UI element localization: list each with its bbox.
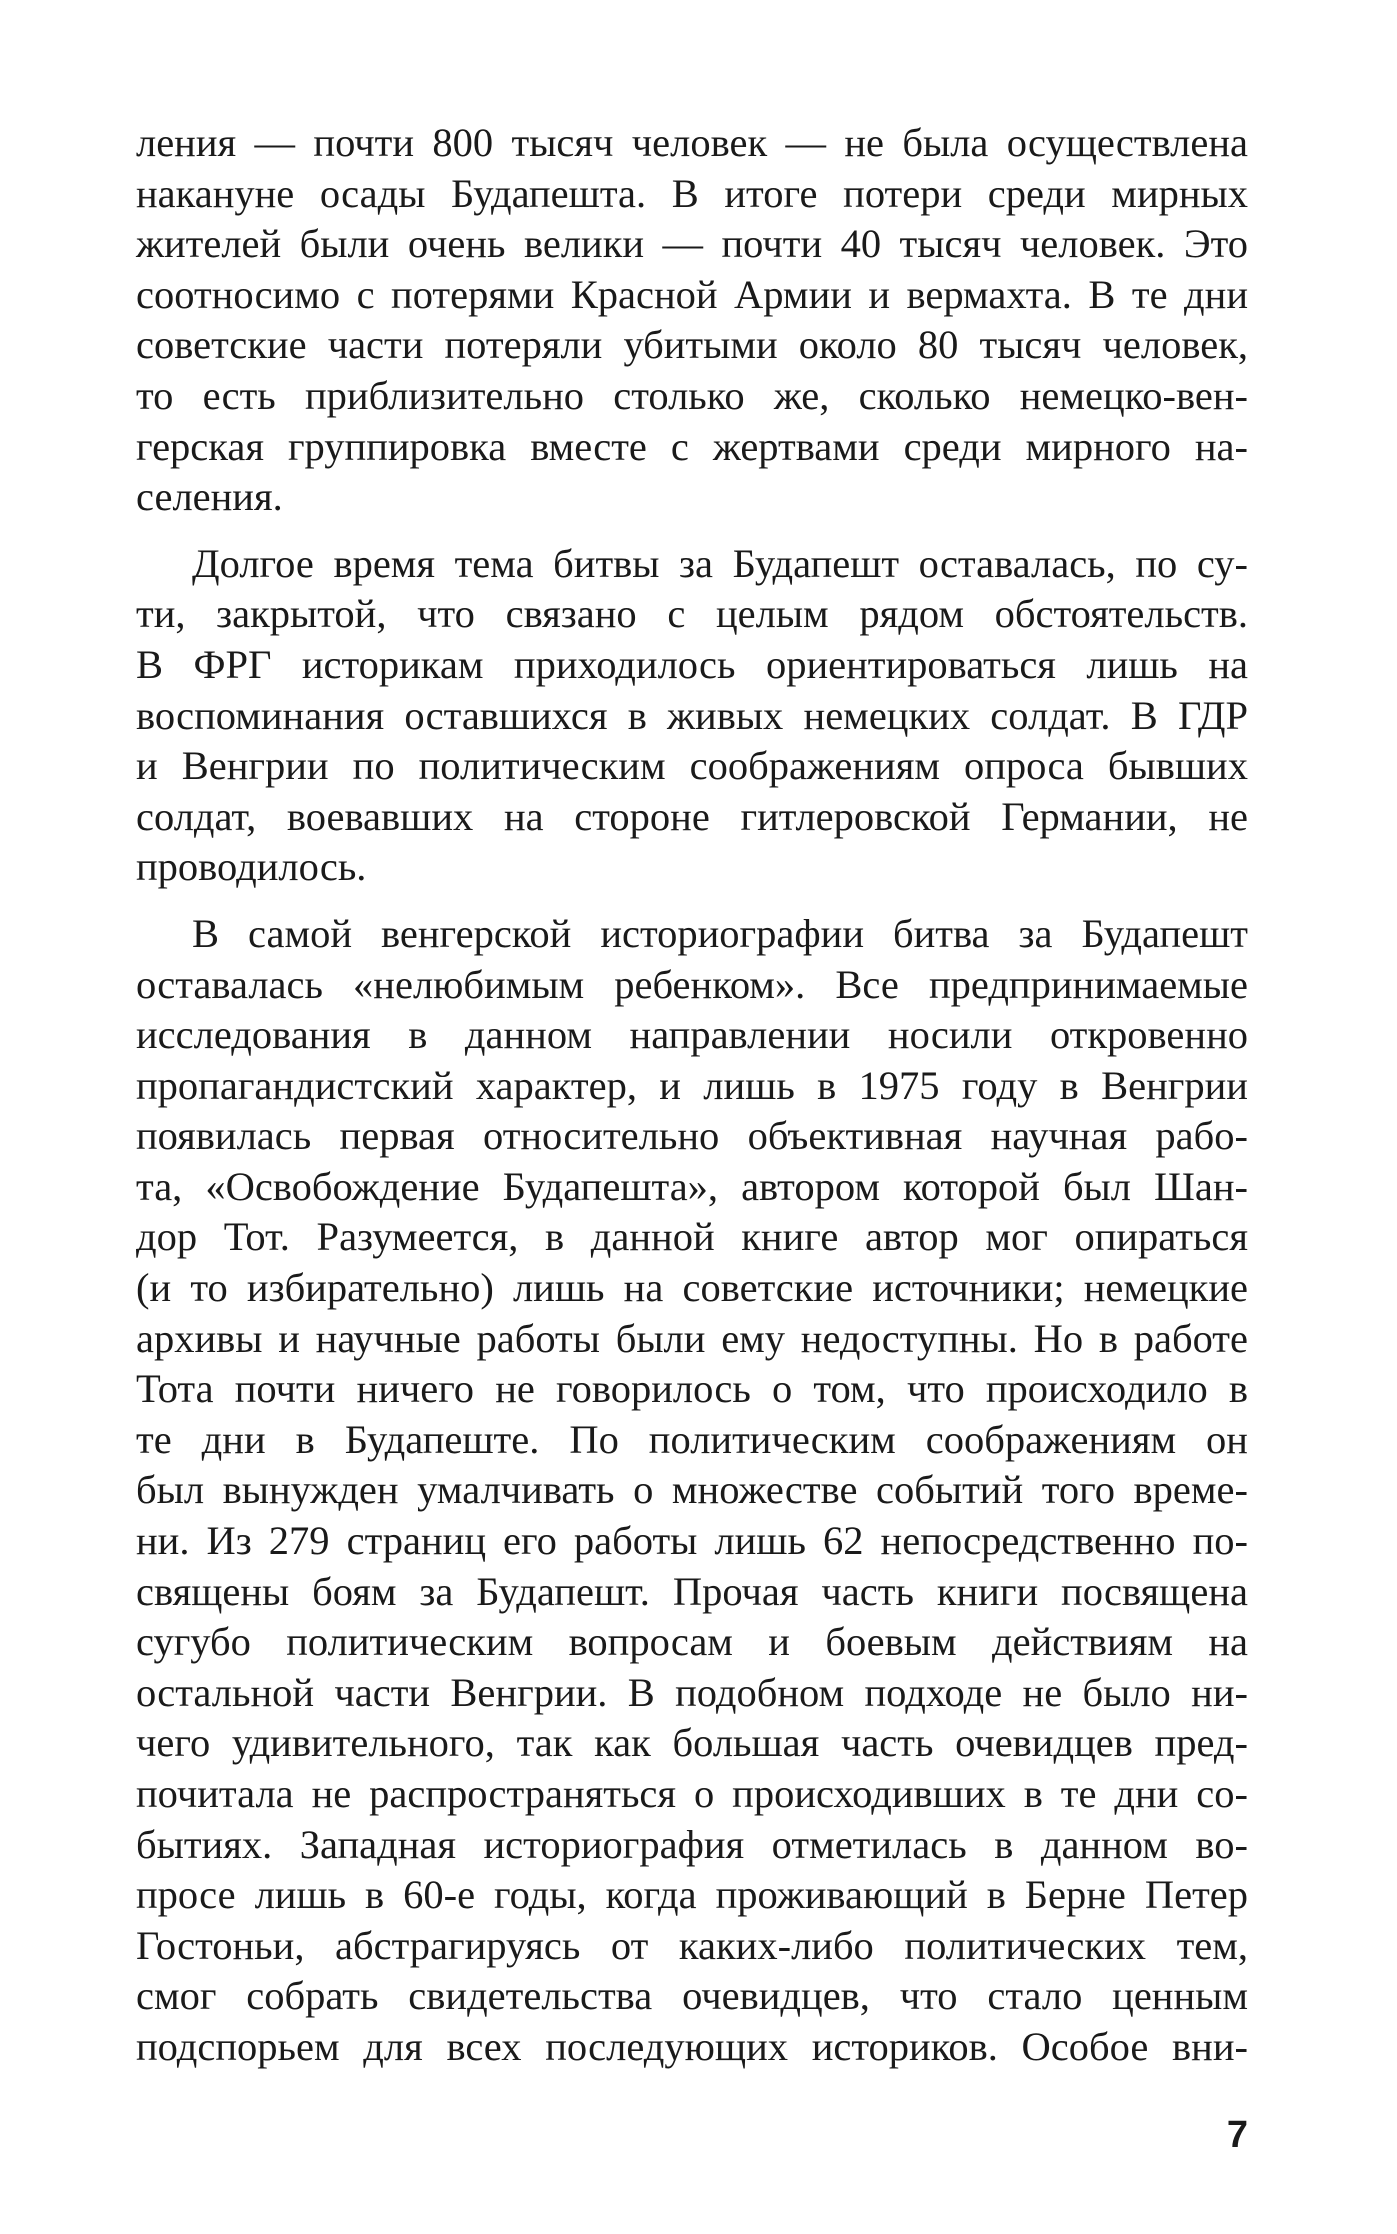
text-line: пропагандистский характер, и лишь в 1975 году в Венгрии <box>136 1062 1248 1108</box>
text-line: жителей были очень велики — почти 40 тысяч человек. Это <box>136 221 1248 267</box>
text-line: исследования в данном направлении носили откровенно <box>136 1012 1248 1058</box>
text-line: священы боям за Будапешт. Прочая часть книги посвящена <box>136 1568 1248 1614</box>
text-line: В ФРГ историкам приходилось ориентироваться лишь на <box>136 641 1248 687</box>
text-line: чего удивительного, так как большая часть очевидцев пред- <box>136 1720 1248 1766</box>
text-line: сугубо политическим вопросам и боевым действиям на <box>136 1619 1248 1665</box>
paragraph-2 <box>136 539 1248 893</box>
text-line: почитала не распространяться о происходивших в те дни со- <box>136 1771 1248 1816</box>
paragraph-gap <box>136 523 1248 539</box>
text-line: бытиях. Западная историография отметилась в данном во- <box>136 1821 1248 1867</box>
text-line: дор Тот. Разумеется, в данной книге автор мог опираться <box>136 1214 1248 1260</box>
text-line: просе лишь в 60-е годы, когда проживающий в Берне Петер <box>136 1872 1248 1918</box>
text-line: архивы и научные работы были ему недоступны. Но в работе <box>136 1315 1248 1361</box>
text-line: селения. <box>136 474 283 520</box>
text-line: подспорьем для всех последующих историков. Особое вни- <box>136 2023 1248 2069</box>
text-line: и Венгрии по политическим соображениям опроса бывших <box>136 743 1248 789</box>
text-line: проводилось. <box>136 844 367 890</box>
text-line: В самой венгерской историографии битва за Будапешт <box>192 910 1248 956</box>
text-line: солдат, воевавших на стороне гитлеровской Германии, не <box>136 793 1248 839</box>
text-line: ни. Из 279 страниц его работы лишь 62 непосредственно по- <box>136 1518 1248 1564</box>
text-line: остальной части Венгрии. В подобном подходе не было ни- <box>136 1669 1248 1715</box>
text-line: появилась первая относительно объективная научная рабо- <box>136 1113 1248 1159</box>
text-line: ти, закрытой, что связано с целым рядом обстоятельств. <box>136 591 1248 637</box>
text-line: воспоминания оставшихся в живых немецких солдат. В ГДР <box>136 692 1248 738</box>
text-line: накануне осады Будапешта. В итоге потери среди мирных <box>136 170 1248 216</box>
text-line: те дни в Будапеште. По политическим соображениям он <box>136 1416 1248 1462</box>
text-line: герская группировка вместе с жертвами среди мирного на- <box>136 423 1248 469</box>
text-line: соотносимо с потерями Красной Армии и вермахта. В те дни <box>136 271 1248 317</box>
text-line: Гостоньи, абстрагируясь от каких-либо политических тем, <box>136 1922 1248 1968</box>
body-text <box>136 118 1248 2073</box>
page-number: 7 <box>1226 2114 1248 2156</box>
text-line: (и то избирательно) лишь на советские источники; немецкие <box>136 1265 1248 1311</box>
text-line: ления — почти 800 тысяч человек — не была осуществлена <box>136 120 1248 165</box>
text-line: оставалась «нелюбимым ребенком». Все предпринимаемые <box>136 961 1248 1007</box>
paragraph-1 <box>136 118 1248 523</box>
text-line: смог собрать свидетельства очевидцев, что стало ценным <box>136 1973 1248 2019</box>
text-line: советские части потеряли убитыми около 80 тысяч человек, <box>136 322 1248 368</box>
text-line: то есть приблизительно столько же, сколько немецко-вен- <box>136 372 1248 418</box>
text-line: та, «Освобождение Будапешта», автором которой был Шан- <box>136 1163 1248 1209</box>
text-line: был вынужден умалчивать о множестве событий того време- <box>136 1467 1248 1513</box>
paragraph-3 <box>136 909 1248 2073</box>
text-line: Тота почти ничего не говорилось о том, что происходило в <box>136 1366 1248 1412</box>
paragraph-gap <box>136 893 1248 909</box>
text-line: Долгое время тема битвы за Будапешт оставалась, по су- <box>192 540 1248 586</box>
